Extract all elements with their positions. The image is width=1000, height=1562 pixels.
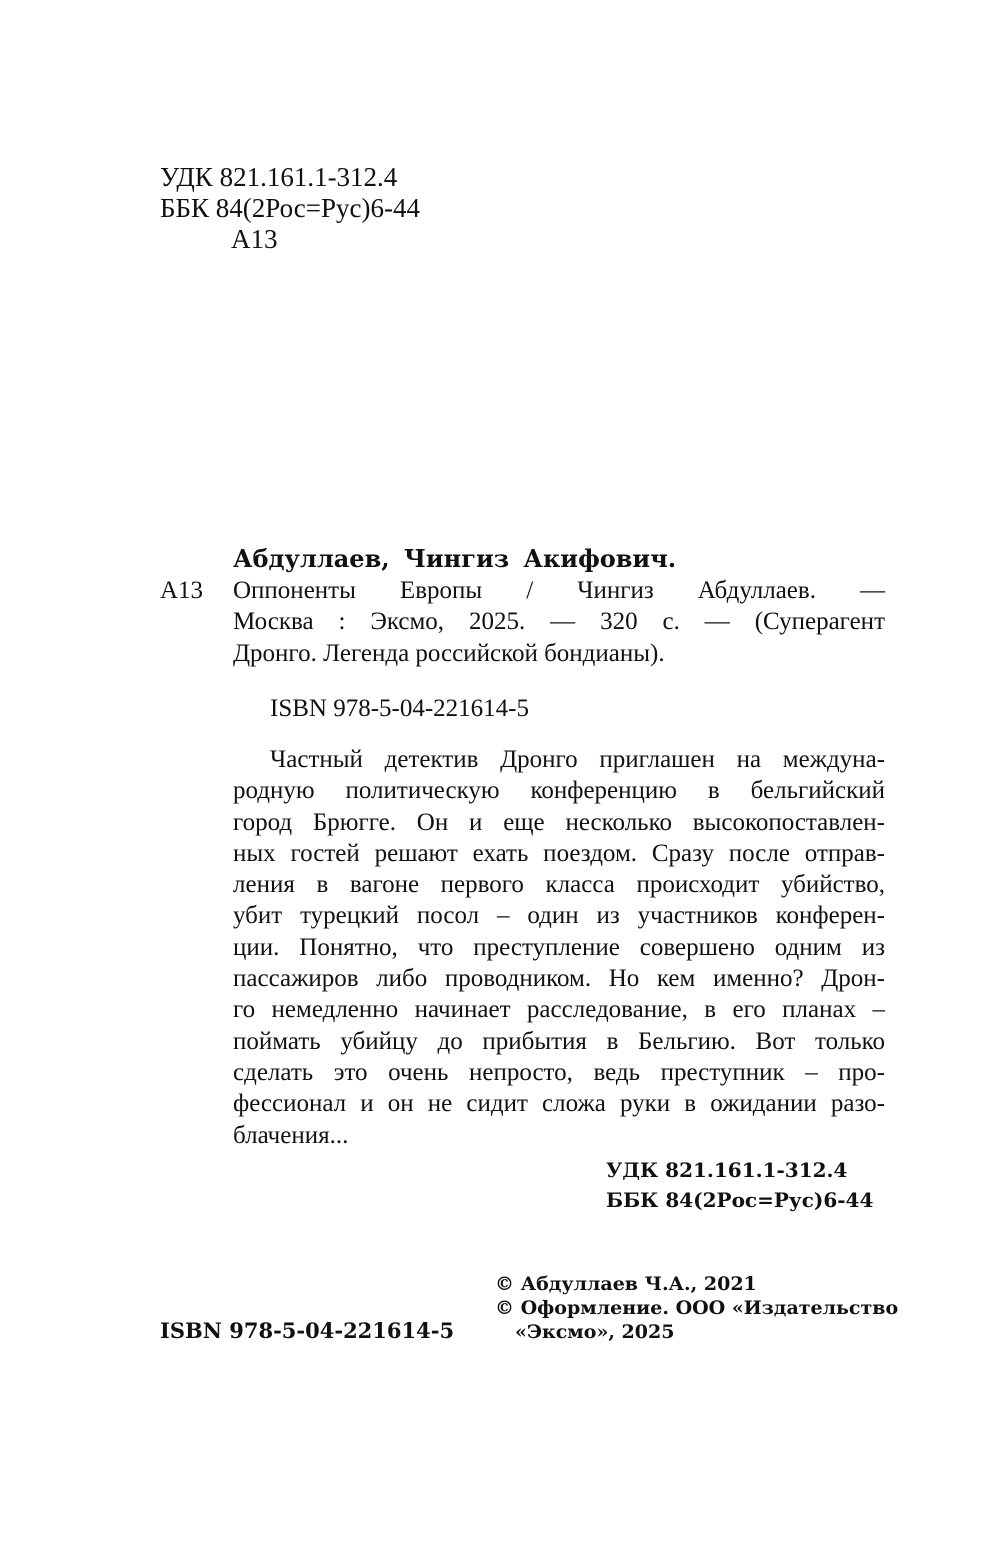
bbk-code: ББК 84(2Рос=Рус)6-44: [160, 193, 420, 223]
author-heading: Абдуллаев, Чингиз Акифович.: [233, 544, 677, 573]
annotation: [233, 744, 885, 1151]
copyright-line: © Абдуллаев Ч.А., 2021: [495, 1273, 757, 1295]
record-title-block: [233, 575, 885, 669]
copyright-line: «Эксмо», 2025: [515, 1321, 675, 1343]
annotation-line: Частный детектив Дронго приглашен на междуна-: [270, 746, 885, 773]
annotation-line: сделать это очень непросто, ведь преступник – про-: [233, 1058, 885, 1086]
udk-code: УДК 821.161.1-312.4: [160, 162, 398, 192]
annotation-line: поймать убийцу до прибытия в Бельгию. Вот только: [233, 1027, 885, 1055]
annotation-line: родную политическую конференцию в бельгийский: [233, 777, 885, 805]
annotation-line: убит турецкий посол – один из участников конферен-: [233, 902, 885, 930]
annotation-line: ления в вагоне первого класса происходит убийство,: [233, 871, 885, 899]
bottom-udk-code: УДК 821.161.1-312.4: [606, 1158, 848, 1182]
bottom-bbk-code: ББК 84(2Рос=Рус)6-44: [606, 1188, 874, 1212]
footer-isbn: ISBN 978-5-04-221614-5: [160, 1318, 455, 1343]
author-sign: А13: [231, 224, 278, 254]
annotation-line: фессионал и он не сидит сложа руки в ожидании разо-: [233, 1090, 885, 1118]
annotation-line: го немедленно начинает расследование, в его планах –: [233, 996, 885, 1024]
annotation-line: блачения...: [233, 1121, 349, 1149]
annotation-line: ных гостей решают ехать поездом. Сразу после отправ-: [233, 839, 885, 867]
annotation-line: ции. Понятно, что преступление совершено одним из: [233, 933, 885, 961]
record-title-line: Москва : Эксмо, 2025. — 320 с. — (Суперагент: [233, 608, 885, 636]
copyright-line: © Оформление. ООО «Издательство: [495, 1297, 899, 1319]
record-isbn: ISBN 978-5-04-221614-5: [270, 695, 530, 722]
record-title-line: Дронго. Легенда российской бондианы).: [233, 639, 665, 667]
annotation-line: город Брюгге. Он и еще несколько высокопоставлен-: [233, 808, 885, 836]
record-author-sign: А13: [160, 577, 204, 604]
annotation-line: пассажиров либо проводником. Но кем именно? Дрон-: [233, 965, 885, 993]
record-title-line: Оппоненты Европы / Чингиз Абдуллаев. —: [233, 577, 885, 604]
